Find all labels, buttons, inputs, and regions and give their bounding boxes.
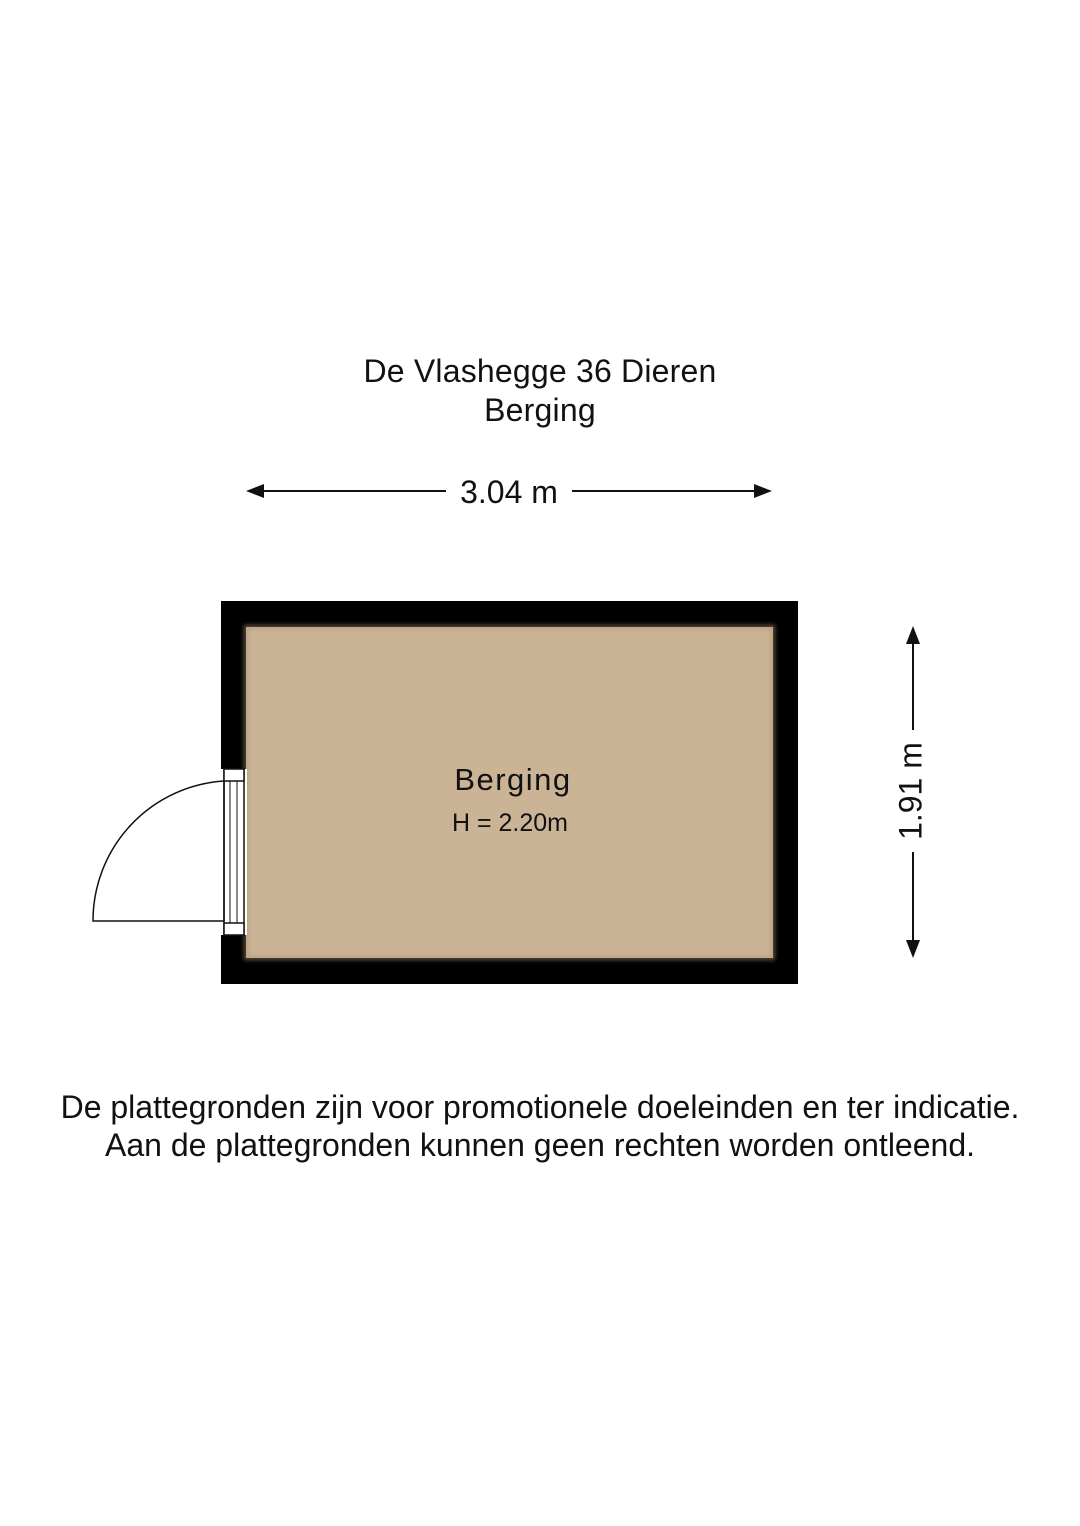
door-swing-arc xyxy=(93,781,224,921)
arrow-up-icon xyxy=(906,626,920,644)
door-frame xyxy=(224,769,244,935)
floor-title: Berging xyxy=(484,392,596,428)
room-name: Berging xyxy=(454,762,572,797)
width-label: 3.04 m xyxy=(460,474,558,510)
disclaimer-line-2: Aan de plattegronden kunnen geen rechten worden ontleend. xyxy=(104,1127,975,1163)
address-title: De Vlashegge 36 Dieren xyxy=(363,353,717,389)
door xyxy=(93,769,247,935)
depth-label: 1.91 m xyxy=(892,742,929,840)
disclaimer-line-1: De plattegronden zijn voor promotionele doeleinden en ter indicatie. xyxy=(60,1089,1020,1125)
room-height: H = 2.20m xyxy=(451,809,569,837)
width-dimension xyxy=(246,474,772,510)
arrow-left-icon xyxy=(246,484,264,498)
arrow-down-icon xyxy=(906,940,920,958)
disclaimer xyxy=(0,1088,1080,1164)
depth-dimension xyxy=(892,626,928,958)
arrow-right-icon xyxy=(754,484,772,498)
